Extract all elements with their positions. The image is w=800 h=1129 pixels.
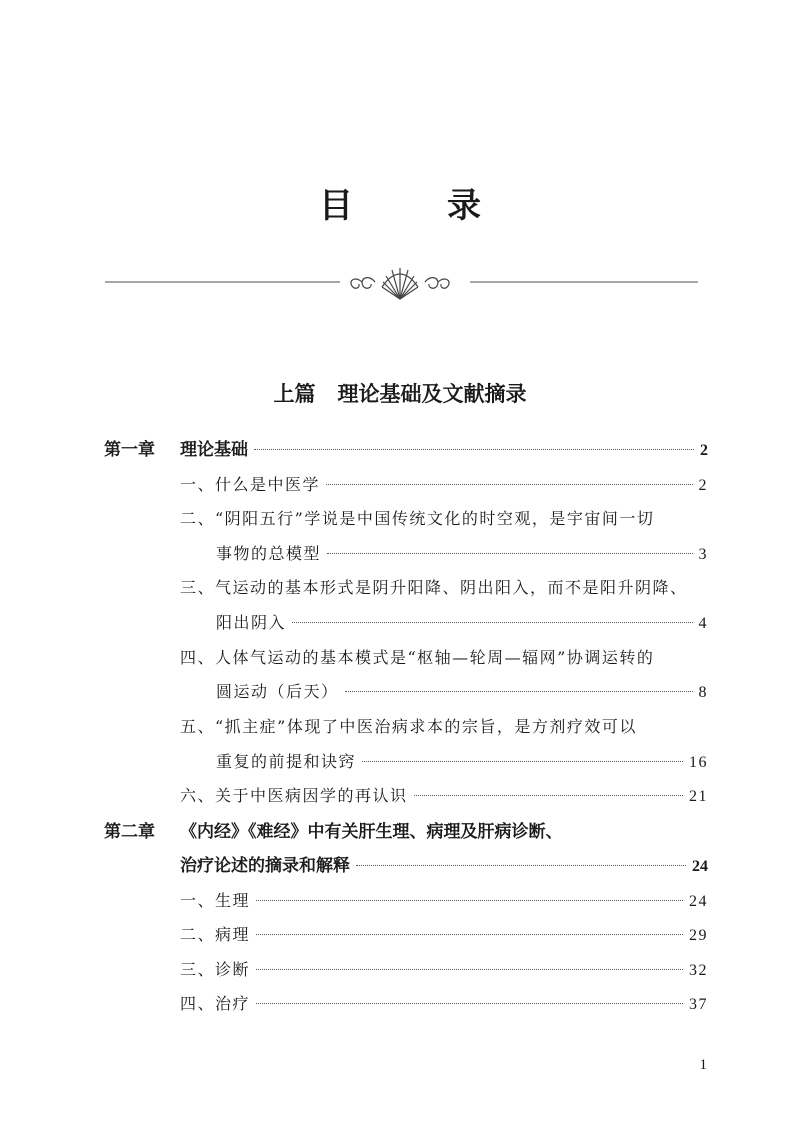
section-title: 二、病理 xyxy=(180,925,251,944)
toc-section-continuation[interactable] xyxy=(216,542,708,567)
fan-ornament-divider xyxy=(100,255,700,305)
leader-dots xyxy=(345,691,693,692)
toc-chapter-2-continuation[interactable] xyxy=(180,854,708,879)
page-ref: 8 xyxy=(698,684,708,701)
chapter-label: 第二章 xyxy=(104,822,155,842)
toc-section[interactable] xyxy=(180,784,708,809)
section-title-cont: 圆运动（后天） xyxy=(216,682,339,701)
toc-chapter-1[interactable] xyxy=(104,438,708,463)
section-title: 三、气运动的基本形式是阴升阳降、阴出阳入，而不是阳升阴降、 xyxy=(180,578,688,597)
page-ref: 24 xyxy=(689,893,708,910)
section-title: 四、治疗 xyxy=(180,994,251,1013)
section-title: 四、人体气运动的基本模式是“枢轴—轮周—辐网”协调运转的 xyxy=(180,648,655,667)
page-ref: 4 xyxy=(698,615,708,632)
toc-section[interactable] xyxy=(180,923,708,948)
section-title: 一、什么是中医学 xyxy=(180,475,321,494)
page-ref: 32 xyxy=(689,962,708,979)
leader-dots xyxy=(256,969,683,970)
leader-dots xyxy=(356,865,686,866)
toc-section[interactable] xyxy=(180,507,708,531)
toc-section[interactable] xyxy=(180,958,708,983)
section-title: 五、“抓主症”体现了中医治病求本的宗旨，是方剂疗效可以 xyxy=(180,717,637,736)
toc-section[interactable] xyxy=(180,576,708,600)
leader-dots xyxy=(414,795,683,796)
section-title-cont: 阳出阴入 xyxy=(216,613,287,632)
section-title-cont: 事物的总模型 xyxy=(216,544,322,563)
page-number: 1 xyxy=(699,1057,707,1073)
leader-dots xyxy=(256,934,683,935)
leader-dots xyxy=(256,900,683,901)
page-ref: 16 xyxy=(689,754,708,771)
toc-section[interactable] xyxy=(180,992,708,1017)
toc-section[interactable] xyxy=(180,473,708,498)
section-title: 六、关于中医病因学的再认识 xyxy=(180,786,408,805)
leader-dots xyxy=(326,484,692,485)
page-ref: 29 xyxy=(689,927,708,944)
part-heading xyxy=(0,378,800,408)
toc-chapter-2[interactable] xyxy=(104,820,708,844)
toc-section-continuation[interactable] xyxy=(216,750,708,775)
leader-dots xyxy=(256,1003,683,1004)
section-title: 二、“阴阳五行”学说是中国传统文化的时空观，是宇宙间一切 xyxy=(180,509,655,528)
leader-dots xyxy=(292,622,692,623)
page-title: 目 录 xyxy=(319,186,511,226)
leader-dots xyxy=(362,761,683,762)
page-ref: 24 xyxy=(692,858,708,875)
toc-section[interactable] xyxy=(180,715,708,739)
section-title: 三、诊断 xyxy=(180,960,251,979)
part-name: 理论基础及文献摘录 xyxy=(337,382,527,406)
page-ref: 37 xyxy=(689,996,708,1013)
chapter-label: 第一章 xyxy=(104,440,155,460)
toc-section-continuation[interactable] xyxy=(216,611,708,636)
section-title-cont: 重复的前提和诀窍 xyxy=(216,752,357,771)
chapter-title: 《内经》《难经》中有关肝生理、病理及肝病诊断、 xyxy=(180,822,563,842)
toc-section-continuation[interactable] xyxy=(216,680,708,705)
section-title: 一、生理 xyxy=(180,891,251,910)
leader-dots xyxy=(254,449,694,450)
chapter-title: 理论基础 xyxy=(180,440,248,460)
page-ref: 21 xyxy=(689,788,708,805)
leader-dots xyxy=(327,553,692,554)
toc-section[interactable] xyxy=(180,646,708,670)
page-ref: 2 xyxy=(698,477,708,494)
page-ref: 3 xyxy=(698,546,708,563)
part-label: 上篇 xyxy=(273,382,316,406)
toc-section[interactable] xyxy=(180,889,708,914)
chapter-title-cont: 治疗论述的摘录和解释 xyxy=(180,856,350,876)
page-ref: 2 xyxy=(700,442,708,459)
